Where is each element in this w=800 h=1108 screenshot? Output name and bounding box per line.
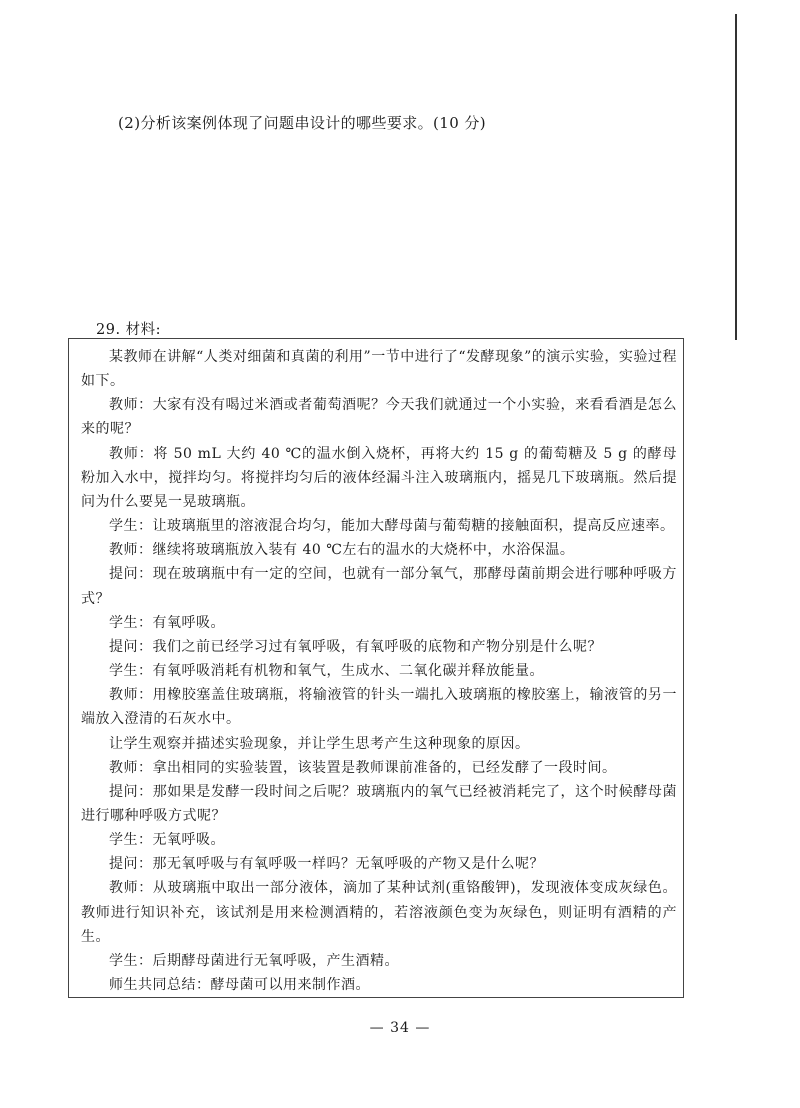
material-paragraph: 提问：我们之前已经学习过有氧呼吸，有氧呼吸的底物和产物分别是什么呢？ bbox=[109, 638, 602, 655]
material-paragraph: 教师：用橡胶塞盖住玻璃瓶，将输液管的针头一端扎入玻璃瓶的橡胶塞上，输液管的另一端放入澄清的石灰水中。 bbox=[81, 687, 677, 728]
binding-margin-line bbox=[735, 14, 737, 340]
material-paragraph: 提问：现在玻璃瓶中有一定的空间，也就有一部分氧气，那酵母菌前期会进行哪种呼吸方式？ bbox=[81, 566, 677, 607]
material-text bbox=[81, 345, 677, 997]
material-paragraph: 学生：后期酵母菌进行无氧呼吸，产生酒精。 bbox=[109, 952, 399, 969]
question-29-heading: 29. 材料: bbox=[96, 322, 162, 338]
material-paragraph: 教师：大家有没有喝过米酒或者葡萄酒呢？今天我们就通过一个小实验，来看看酒是怎么来的呢？ bbox=[81, 397, 677, 438]
question-2-prompt: (2)分析该案例体现了问题串设计的哪些要求。(10 分) bbox=[118, 114, 487, 132]
material-paragraph: 教师：将 50 mL 大约 40 ℃的温水倒入烧杯，再将大约 15 g 的葡萄糖及 5 g 的酵母粉加入水中，搅拌均匀。将搅拌均匀后的液体经漏斗注入玻璃瓶内，摇晃几下玻璃瓶。然后提问为什么要晃一晃玻璃瓶。 bbox=[81, 445, 677, 510]
material-paragraph: 师生共同总结：酵母菌可以用来制作酒。 bbox=[109, 977, 370, 994]
material-paragraph: 学生：无氧呼吸。 bbox=[109, 832, 225, 849]
material-paragraph: 学生：有氧呼吸消耗有机物和氧气，生成水、二氧化碳并释放能量。 bbox=[109, 663, 544, 680]
material-paragraph: 教师：从玻璃瓶中取出一部分液体，滴加了某种试剂(重铬酸钾)，发现液体变成灰绿色。教师进行知识补充，该试剂是用来检测酒精的，若溶液颜色变为灰绿色，则证明有酒精的产生。 bbox=[81, 880, 677, 945]
page-number: — 34 — bbox=[369, 1020, 431, 1036]
material-paragraph: 学生：让玻璃瓶里的溶液混合均匀，能加大酵母菌与葡萄糖的接触面积，提高反应速率。 bbox=[109, 518, 675, 535]
material-paragraph: 提问：那如果是发酵一段时间之后呢？玻璃瓶内的氧气已经被消耗完了，这个时候酵母菌进行哪种呼吸方式呢？ bbox=[81, 783, 677, 824]
material-paragraph: 教师：拿出相同的实验装置，该装置是教师课前准备的，已经发酵了一段时间。 bbox=[109, 759, 617, 776]
material-paragraph: 学生：有氧呼吸。 bbox=[109, 614, 225, 631]
material-paragraph: 提问：那无氧呼吸与有氧呼吸一样吗？无氧呼吸的产物又是什么呢？ bbox=[109, 856, 544, 873]
material-paragraph: 教师：继续将玻璃瓶放入装有 40 ℃左右的温水的大烧杯中，水浴保温。 bbox=[109, 542, 575, 559]
material-paragraph: 让学生观察并描述实验现象，并让学生思考产生这种现象的原因。 bbox=[109, 735, 530, 752]
material-paragraph: 某教师在讲解“人类对细菌和真菌的利用”一节中进行了“发酵现象”的演示实验，实验过程如下。 bbox=[81, 349, 677, 390]
